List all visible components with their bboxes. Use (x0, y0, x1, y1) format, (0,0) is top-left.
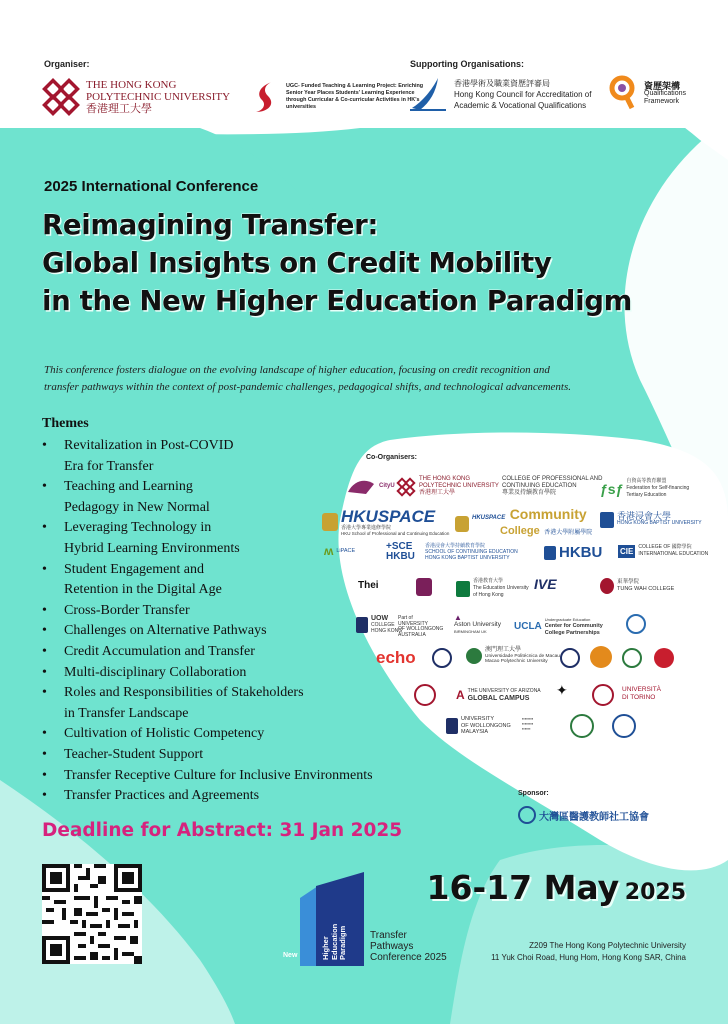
event-year: 2025 (624, 880, 686, 905)
seal-logo-6 (654, 648, 674, 668)
theme-item-line: • Multi-disciplinary Collaboration (64, 664, 247, 680)
sponsor-name: 大灣區醫護教師社工協會 (539, 811, 649, 823)
conf-logo-line2: Pathways (370, 941, 414, 952)
hkcaavq-en-2: Academic & Vocational Qualifications (454, 100, 587, 110)
hkcaavq-logo (408, 74, 591, 114)
event-days: 16-17 May (426, 868, 620, 907)
conf-logo-v2: Education (329, 923, 339, 960)
uow-1: UOW (371, 615, 389, 622)
tungwah-cn: 東華學院 (617, 579, 640, 585)
qf-logo (606, 74, 686, 114)
conf-logo-new: New (283, 952, 298, 959)
ucla-sub: Undergraduate Education (544, 617, 591, 622)
round-seal-icon-5 (622, 648, 642, 668)
theme-item-line: • Roles and Responsibilities of Stakeholders (64, 685, 304, 701)
polyu-name-line2: POLYTECHNIC UNIVERSITY (86, 91, 231, 103)
polyu-name-cn: 香港理工大學 (86, 103, 152, 115)
uowm-crest-icon (446, 718, 458, 734)
torino-1: UNIVERSITÀ (622, 686, 662, 693)
hku-crest-icon (322, 513, 338, 531)
conference-logo-text (370, 930, 447, 963)
ugc-project-text: UGC- Funded Teaching & Learning Project: Enriching Senior Year Places Students' Learning Experience through Curricular & Co-curricular Activities in HK's universities (286, 83, 424, 110)
cuhk-logo (416, 578, 432, 596)
aston-text: Aston University (454, 621, 501, 628)
round-seal-icon-9 (592, 684, 614, 706)
theme-item (42, 786, 462, 807)
intro-line-1: This conference fosters dialogue on the evolving landscape of higher education, focusing on credit recognition and (44, 364, 550, 376)
theme-item-line: • Transfer Receptive Culture for Inclusive Environments (64, 767, 373, 783)
torino-logo (622, 686, 661, 702)
seal-logo-5 (622, 648, 642, 668)
co-polyu-1: THE HONG KONG (419, 476, 471, 482)
aston-mark-icon: ▲ (454, 613, 462, 622)
eduhk-logo (456, 578, 529, 599)
seal-logo-12 (612, 714, 636, 738)
qf-cn: 資歷架構 (644, 81, 681, 91)
venue-line-2: 11 Yuk Choi Road, Hung Hom, Hong Kong SAR, China (491, 953, 686, 962)
conference-year-line: 2025 International Conference (44, 178, 259, 195)
tungwah-logo (600, 578, 674, 594)
uowm-3: MALAYSIA (461, 729, 489, 735)
torino-2: DI TORINO (622, 694, 656, 701)
seal-logo-7 (414, 684, 436, 706)
ive-logo (534, 576, 557, 592)
qf-en-1: Qualifications (644, 90, 687, 97)
round-seal-icon-12 (612, 714, 636, 738)
hkcaavq-sail-icon (408, 74, 448, 114)
theme-item-line: • Student Engagement and (64, 561, 204, 577)
conf-logo-v1: Higher (321, 936, 330, 960)
title-line-1: Reimagining Transfer: (42, 209, 379, 241)
fste-mark-icon: ƒsƒ (600, 480, 624, 497)
hkuspace-cn: 香港大學專業進修學院 (341, 525, 392, 531)
cpce-logo (502, 476, 602, 497)
seal-logo-8 (556, 682, 568, 699)
coorganisers-label: Co-Organisers: (366, 454, 417, 461)
uow-college-logo (356, 616, 402, 634)
co-polyu-2: POLYTECHNIC UNIVERSITY (419, 483, 499, 489)
intro-line-2: transfer pathways within the context of post-pandemic challenges, pedagogical shifts, and technological advancements. (44, 381, 571, 393)
sponsor-seal-icon (518, 806, 536, 824)
theme-item-line: • Cross-Border Transfer (64, 602, 190, 618)
polyu-logo (42, 78, 230, 116)
theme-item-line: • Transfer Practices and Agreements (64, 788, 260, 804)
ugc-swirl-icon (252, 80, 278, 114)
hkbu-short-crest-icon (544, 546, 556, 560)
thei-logo (358, 580, 379, 591)
echo-text: echo (376, 648, 416, 667)
round-seal-icon-11 (570, 714, 594, 738)
tungwah-crest-icon (600, 578, 614, 594)
theme-item-line: • Credit Accumulation and Transfer (64, 643, 255, 659)
uowa-4: AUSTRALIA (398, 631, 426, 638)
hkbu-en: HONG KONG BAPTIST UNIVERSITY (617, 520, 702, 526)
cityu-logo (346, 476, 395, 496)
mpu-cn: 澳門理工大學 (485, 647, 522, 653)
hkuspace-en: HKU School of Professional and Continuing Education (341, 531, 450, 536)
hkucc-logo (455, 508, 592, 539)
sce-cn: 香港浸會大學持續教育學院 (425, 543, 486, 549)
theme-item (42, 745, 462, 766)
supporting-label: Supporting Organisations: (410, 59, 524, 69)
uow-malaysia-logo (446, 716, 511, 736)
venue-line-1: Z209 The Hong Kong Polytechnic University (529, 941, 686, 950)
seal-logo-9 (592, 684, 614, 706)
arizona-1: THE UNIVERSITY OF ARIZONA (467, 688, 541, 694)
theme-item-line: Hybrid Learning Environments (64, 540, 240, 556)
eduhk-1: The Education University (473, 585, 529, 591)
event-venue (491, 940, 686, 964)
aston-logo (454, 614, 501, 635)
hkcaavq-cn: 香港學術及職業資歷評審局 (454, 78, 550, 88)
seal-logo-3 (560, 648, 580, 668)
ucla-logo (514, 616, 603, 637)
uowm-1: UNIVERSITY (461, 716, 495, 722)
thei-text: Thei (358, 580, 379, 591)
qf-q-icon (606, 74, 640, 114)
conf-logo-line3: Conference 2025 (370, 952, 447, 963)
sce-1: SCHOOL OF CONTINUING EDUCATION (425, 549, 518, 555)
tungwah-en: TUNG WAH COLLEGE (617, 586, 675, 592)
hkcaavq-en-1: Hong Kong Council for Accreditation of (454, 89, 592, 99)
echo-logo (376, 648, 416, 668)
theme-item-line: • Revitalization in Post-COVID (64, 438, 234, 453)
event-date (427, 868, 686, 907)
round-seal-icon-2 (432, 648, 452, 668)
fste-2: Tertiary Education (626, 492, 667, 498)
arizona-2: GLOBAL CAMPUS (467, 695, 530, 702)
conference-intro (44, 362, 694, 396)
conf-logo-v3: Paradigm (338, 925, 347, 960)
ucla-text: UCLA (514, 621, 542, 632)
theme-item-line: • Leveraging Technology in (64, 520, 212, 536)
eduhk-cn: 香港教育大學 (473, 578, 504, 584)
uowa-2: UNIVERSITY (398, 620, 429, 627)
round-seal-icon-1 (626, 614, 646, 634)
ucla-1: Center for Community (544, 623, 603, 629)
cpce-1: COLLEGE OF PROFESSIONAL AND (502, 476, 603, 482)
sce-mark-icon: +SCE HKBU (386, 541, 415, 562)
cityu-mark-icon (346, 476, 376, 496)
theme-item (42, 724, 462, 745)
arizona-mark-icon: A (456, 688, 465, 702)
hkbu-sce-logo (386, 542, 518, 562)
cpce-2: CONTINUING EDUCATION (502, 483, 577, 489)
round-seal-icon-4 (590, 646, 612, 668)
theme-item-line: in Transfer Landscape (64, 705, 189, 721)
cie-logo (618, 544, 708, 558)
hkucc-2: Community (509, 506, 587, 522)
organiser-label: Organiser: (44, 59, 90, 69)
hkuspace-text: HKUSPACE (341, 507, 436, 526)
theme-item-line: • Cultivation of Holistic Competency (64, 726, 265, 742)
uow-2: COLLEGE (371, 622, 395, 628)
lipace-mark-icon: ʍ (324, 544, 334, 558)
seal-logo-1 (626, 614, 646, 634)
uow-crest-icon (356, 617, 368, 633)
aston-sub: BIRMINGHAM UK (454, 629, 487, 634)
uow-3: HONG KONG (371, 628, 403, 634)
cie-mark-icon: CIE (620, 546, 634, 556)
seal-logo-10 (522, 716, 560, 731)
hkbu-cn: 香港浸會大學 (617, 511, 672, 521)
cie-1: COLLEGE OF 國際學院 (638, 544, 692, 550)
qf-en-2: Framework (644, 98, 680, 105)
sce-2: HONG KONG BAPTIST UNIVERSITY (425, 555, 510, 561)
theme-item-line: • Challenges on Alternative Pathways (64, 623, 267, 639)
theme-item (42, 560, 462, 601)
cuhk-crest-icon (416, 578, 432, 596)
uow-australia-logo (398, 616, 443, 638)
hkbu-short-logo (544, 544, 602, 561)
theme-item-line: • Teaching and Learning (64, 479, 193, 495)
qr-code[interactable] (42, 864, 142, 964)
hkucc-cn: 香港大學附屬學院 (544, 530, 593, 536)
fste-logo (600, 478, 689, 499)
mpu-1: Universidade Politécnica de Macau (485, 653, 560, 659)
conf-logo-line1: Transfer (370, 930, 407, 941)
lipace-text: LiPACE (336, 547, 356, 554)
seal-logo-2 (432, 648, 452, 668)
polyu-name-line1: THE HONG KONG (86, 79, 177, 91)
hkucc-3: College (500, 525, 540, 537)
theme-item-line: Era for Transfer (64, 458, 154, 474)
uowa-3: OF WOLLONGONG (398, 626, 444, 632)
hkbu-short-text: HKBU (559, 544, 603, 561)
mpu-logo (466, 648, 560, 665)
themes-heading: Themes (42, 416, 89, 431)
sponsor-label: Sponsor: (518, 790, 549, 797)
cie-2: INTERNATIONAL EDUCATION (638, 551, 709, 557)
fste-cn: 自資高等教育聯盟 (626, 478, 667, 484)
mpu-crest-icon (466, 648, 482, 664)
cityu-text: CityU (379, 482, 395, 489)
conference-title (42, 206, 722, 320)
polyu-emblem-icon (42, 78, 80, 116)
sponsor-logo (518, 806, 649, 824)
seal-logo-4 (590, 646, 612, 668)
round-seal-icon-6 (654, 648, 674, 668)
hkucc-1: HKUSPACE (472, 515, 506, 521)
round-seal-icon-3 (560, 648, 580, 668)
uowm-2: OF WOLLONGONG (461, 722, 511, 729)
lipace-logo (324, 544, 355, 558)
seal-logo-11 (570, 714, 594, 738)
co-polyu-emblem-icon (396, 477, 416, 497)
mpu-2: Macao Polytechnic University (485, 659, 548, 664)
hkuspace-logo (322, 508, 449, 536)
partner-small-text-icon: ▪▪▪▪▪▪▪▪ ▪▪▪▪▪▪▪▪ ▪▪▪▪▪▪ (522, 716, 534, 731)
conference-logo (280, 872, 380, 966)
uowa-1: Part of (398, 615, 413, 621)
round-seal-icon-7 (414, 684, 436, 706)
ive-text: IVE (534, 576, 557, 592)
hkbu-logo (600, 512, 702, 528)
theme-item-line: Pedagogy in New Normal (64, 499, 210, 515)
ucla-2: College Partnerships (544, 630, 600, 636)
theme-item-line: Retention in the Digital Age (64, 582, 222, 598)
co-polyu-cn: 香港理工大學 (419, 490, 456, 496)
dragon-mark-icon: ✦ (556, 682, 568, 698)
co-polyu-logo (396, 476, 499, 497)
hkbu-crest-icon (600, 512, 614, 528)
eduhk-2: of Hong Kong (473, 592, 504, 598)
arizona-logo (456, 688, 541, 702)
theme-item (42, 766, 462, 787)
eduhk-crest-icon (456, 581, 470, 597)
theme-item-line: • Teacher-Student Support (64, 746, 204, 762)
title-line-3: in the New Higher Education Paradigm (42, 285, 632, 317)
title-line-2: Global Insights on Credit Mobility (42, 247, 552, 279)
theme-item (42, 683, 462, 724)
abstract-deadline: Deadline for Abstract: 31 Jan 2025 (42, 820, 403, 841)
hkucc-crest-icon (455, 516, 469, 532)
cpce-cn: 專業及持續教育學院 (502, 490, 557, 496)
fste-1: Federation for Self-financing (626, 485, 690, 491)
